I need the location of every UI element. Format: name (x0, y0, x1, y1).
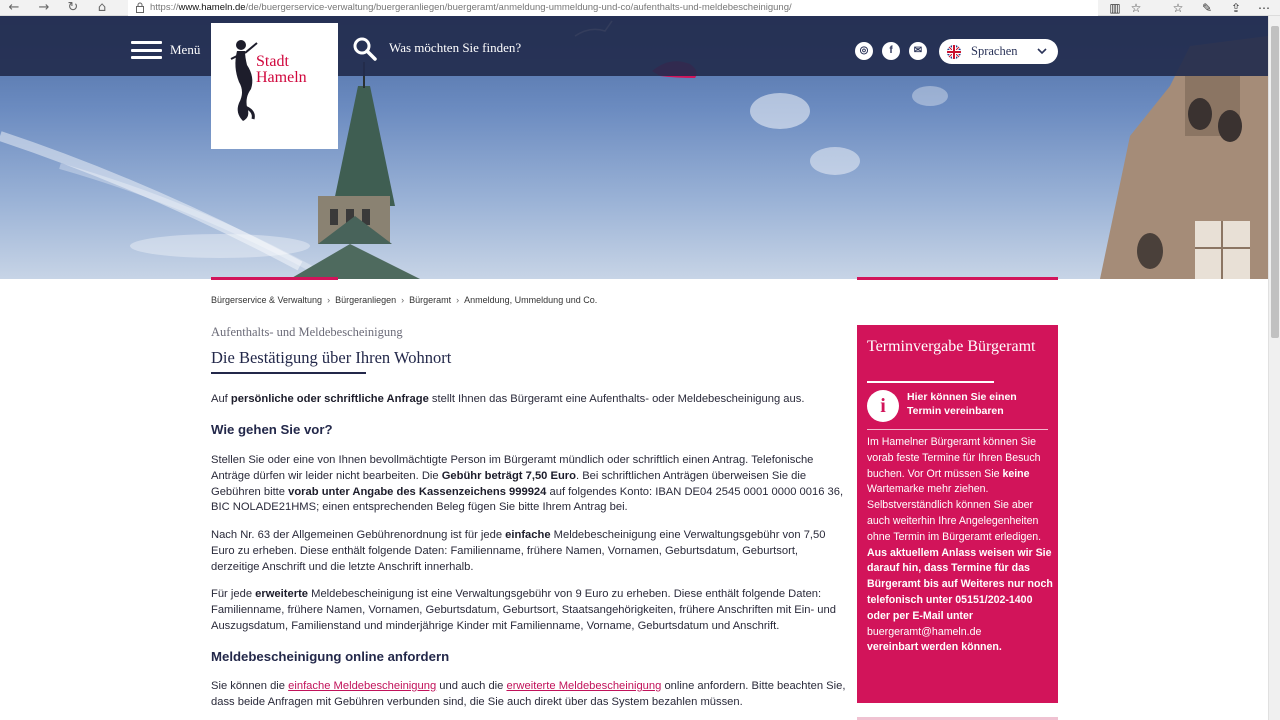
favorites-hub-icon[interactable]: ☆ (1172, 1, 1184, 15)
simple-certificate-link[interactable]: einfache Meldebescheinigung (288, 680, 437, 692)
breadcrumb-item[interactable]: Bürgeramt (409, 295, 452, 305)
breadcrumb-item[interactable]: Anmeldung, Ummeldung und Co. (464, 295, 598, 305)
pen-icon[interactable]: ✎ (1201, 1, 1213, 15)
breadcrumb (211, 295, 597, 305)
url-scheme: https:// (150, 2, 179, 13)
extended-certificate-paragraph: Für jede erweiterte Meldebescheinigung ist eine Verwaltungsgebühr von 9 Euro zu erheben. Diese enthält folgende Daten: Familienname, frühere Namen, Vornamen, Geburtsdatum, Geburtsort, Staatsangehörigkeiten, frühere Anschriften mit Ein- und Auszugsdatum, Familienstand und minderjährige Kinder mit Familienname, Vorname, Geburtsdatum und Anschrift. (211, 588, 836, 632)
section-heading-procedure: Wie gehen Sie vor? (211, 422, 333, 437)
hero-banner (0, 16, 1268, 279)
facebook-icon[interactable]: f (882, 42, 900, 60)
uk-flag-icon (947, 45, 961, 59)
reading-view-icon[interactable]: ▥ (1109, 1, 1121, 15)
stadt-hameln-logo[interactable] (211, 23, 338, 149)
chevron-right-icon: › (401, 295, 405, 305)
browser-toolbar (0, 0, 1280, 16)
logo-wordmark: Stadt Hameln (256, 53, 307, 86)
title-underline (211, 372, 366, 374)
sidebar-divider (867, 429, 1048, 430)
scrollbar[interactable] (1268, 16, 1280, 720)
breadcrumb-item[interactable]: Bürgerservice & Verwaltung (211, 295, 323, 305)
simple-certificate-paragraph: Nach Nr. 63 der Allgemeinen Gebührenordnung ist für jede einfache Meldebescheinigung eine Verwaltungsgebühr von 7,50 Euro zu erheben. Diese enthält folgende Daten: Familienname, frühere Namen, Vornamen, Geburtsdatum, Geburtsort, derzeitige Anschrift und die letzte Anschrift innerhalb. (211, 529, 826, 573)
address-bar[interactable] (128, 0, 1098, 16)
sidebar-title: Terminvergabe Bürgeramt (867, 338, 1036, 355)
mail-icon[interactable]: ✉ (909, 42, 927, 60)
chevron-right-icon: › (456, 295, 460, 305)
instagram-icon[interactable]: ◎ (855, 42, 873, 60)
lock-icon (136, 2, 144, 13)
favorite-star-icon[interactable]: ☆ (1130, 1, 1142, 15)
appointment-link[interactable]: Hier können Sie einen Termin vereinbaren (907, 391, 1017, 417)
appointment-sidebar (857, 325, 1058, 703)
home-icon[interactable]: ⌂ (97, 0, 107, 15)
intro-paragraph: Auf persönliche oder schriftliche Anfrage stellt Ihnen das Bürgeramt eine Aufenthalts- oder Meldebescheinigung aus. (211, 393, 805, 405)
sidebar-title-underline (867, 381, 994, 383)
email-link[interactable]: buergeramt@hameln.de (867, 625, 982, 638)
scrollbar-thumb[interactable] (1271, 26, 1279, 338)
forward-icon[interactable]: → (38, 0, 50, 15)
hamburger-icon (131, 41, 162, 59)
search-icon[interactable] (352, 36, 378, 62)
url-host: www.hameln.de (178, 2, 246, 13)
info-icon: i (867, 390, 899, 422)
logo-accent-bar (211, 277, 338, 280)
chevron-right-icon: › (327, 295, 331, 305)
extended-certificate-link[interactable]: erweiterte Meldebescheinigung (506, 680, 662, 692)
menu-label: Menü (170, 42, 201, 57)
refresh-icon[interactable]: ↻ (67, 0, 79, 15)
language-selector[interactable] (939, 39, 1058, 64)
procedure-paragraph: Stellen Sie oder eine von Ihnen bevollmächtigte Person im Bürgeramt mündlich oder schriftlich einen Antrag. Telefonische Anträge dürfen wir leider nicht bearbeiten. Die Gebühr beträgt 7,50 Euro. Bei schriftlichen Anträgen überweisen Sie die Gebühren bitte vorab unter Angabe des Kassenzeichens 999924 auf folgendes Konto: IBAN DE04 2545 0001 0000 0016 36, BIC NOLADE21HMS; einen entsprechenden Beleg fügen Sie bitte Ihrem Antrag bei. (211, 454, 844, 514)
search-input[interactable]: Was möchten Sie finden? (389, 40, 522, 55)
menu-button[interactable] (131, 40, 200, 60)
sidebar-accent-bar (857, 277, 1058, 280)
breadcrumb-item[interactable]: Bürgeranliegen (335, 295, 397, 305)
chevron-down-icon (1036, 45, 1048, 57)
url-path: /de/buergerservice-verwaltung/buergeranliegen/buergeramt/anmeldung-ummeldung-und-co/aufenthalts-und-meldebescheinigung/ (245, 2, 792, 13)
pied-piper-logo-icon (225, 37, 259, 125)
page-title: Die Bestätigung über Ihren Wohnort (211, 348, 452, 367)
online-request-paragraph: Sie können die einfache Meldebescheinigung und auch die erweiterte Meldebescheinigung online anfordern. Bitte beachten Sie, dass beide Anfragen mit Gebühren verbunden sind, die Sie auch direkt über das System bezahlen müssen. (211, 680, 846, 708)
section-heading-online: Meldebescheinigung online anfordern (211, 649, 450, 664)
back-icon[interactable]: ← (8, 0, 20, 15)
sidebar-body: Im Hamelner Bürgeramt können Sie vorab feste Termine für Ihren Besuch buchen. Vor Ort müssen Sie keine Wartemarke mehr ziehen. Selbstverständlich können Sie aber auch weiterhin Ihre Angelegenheiten ohne Termin im Bürgeramt erledigen. Aus aktuellem Anlass weisen wir Sie darauf hin, dass Termine für das Bürgeramt bis auf Weiteres nur noch telefonisch unter 05151/202-1400 oder per E-Mail unter buergeramt@hameln.de vereinbart werden können. (867, 436, 1053, 654)
language-label: Sprachen (971, 44, 1018, 58)
page-kicker: Aufenthalts- und Meldebescheinigung (211, 325, 403, 339)
share-icon[interactable]: ⇪ (1230, 1, 1242, 15)
more-icon[interactable]: ⋯ (1258, 1, 1270, 15)
